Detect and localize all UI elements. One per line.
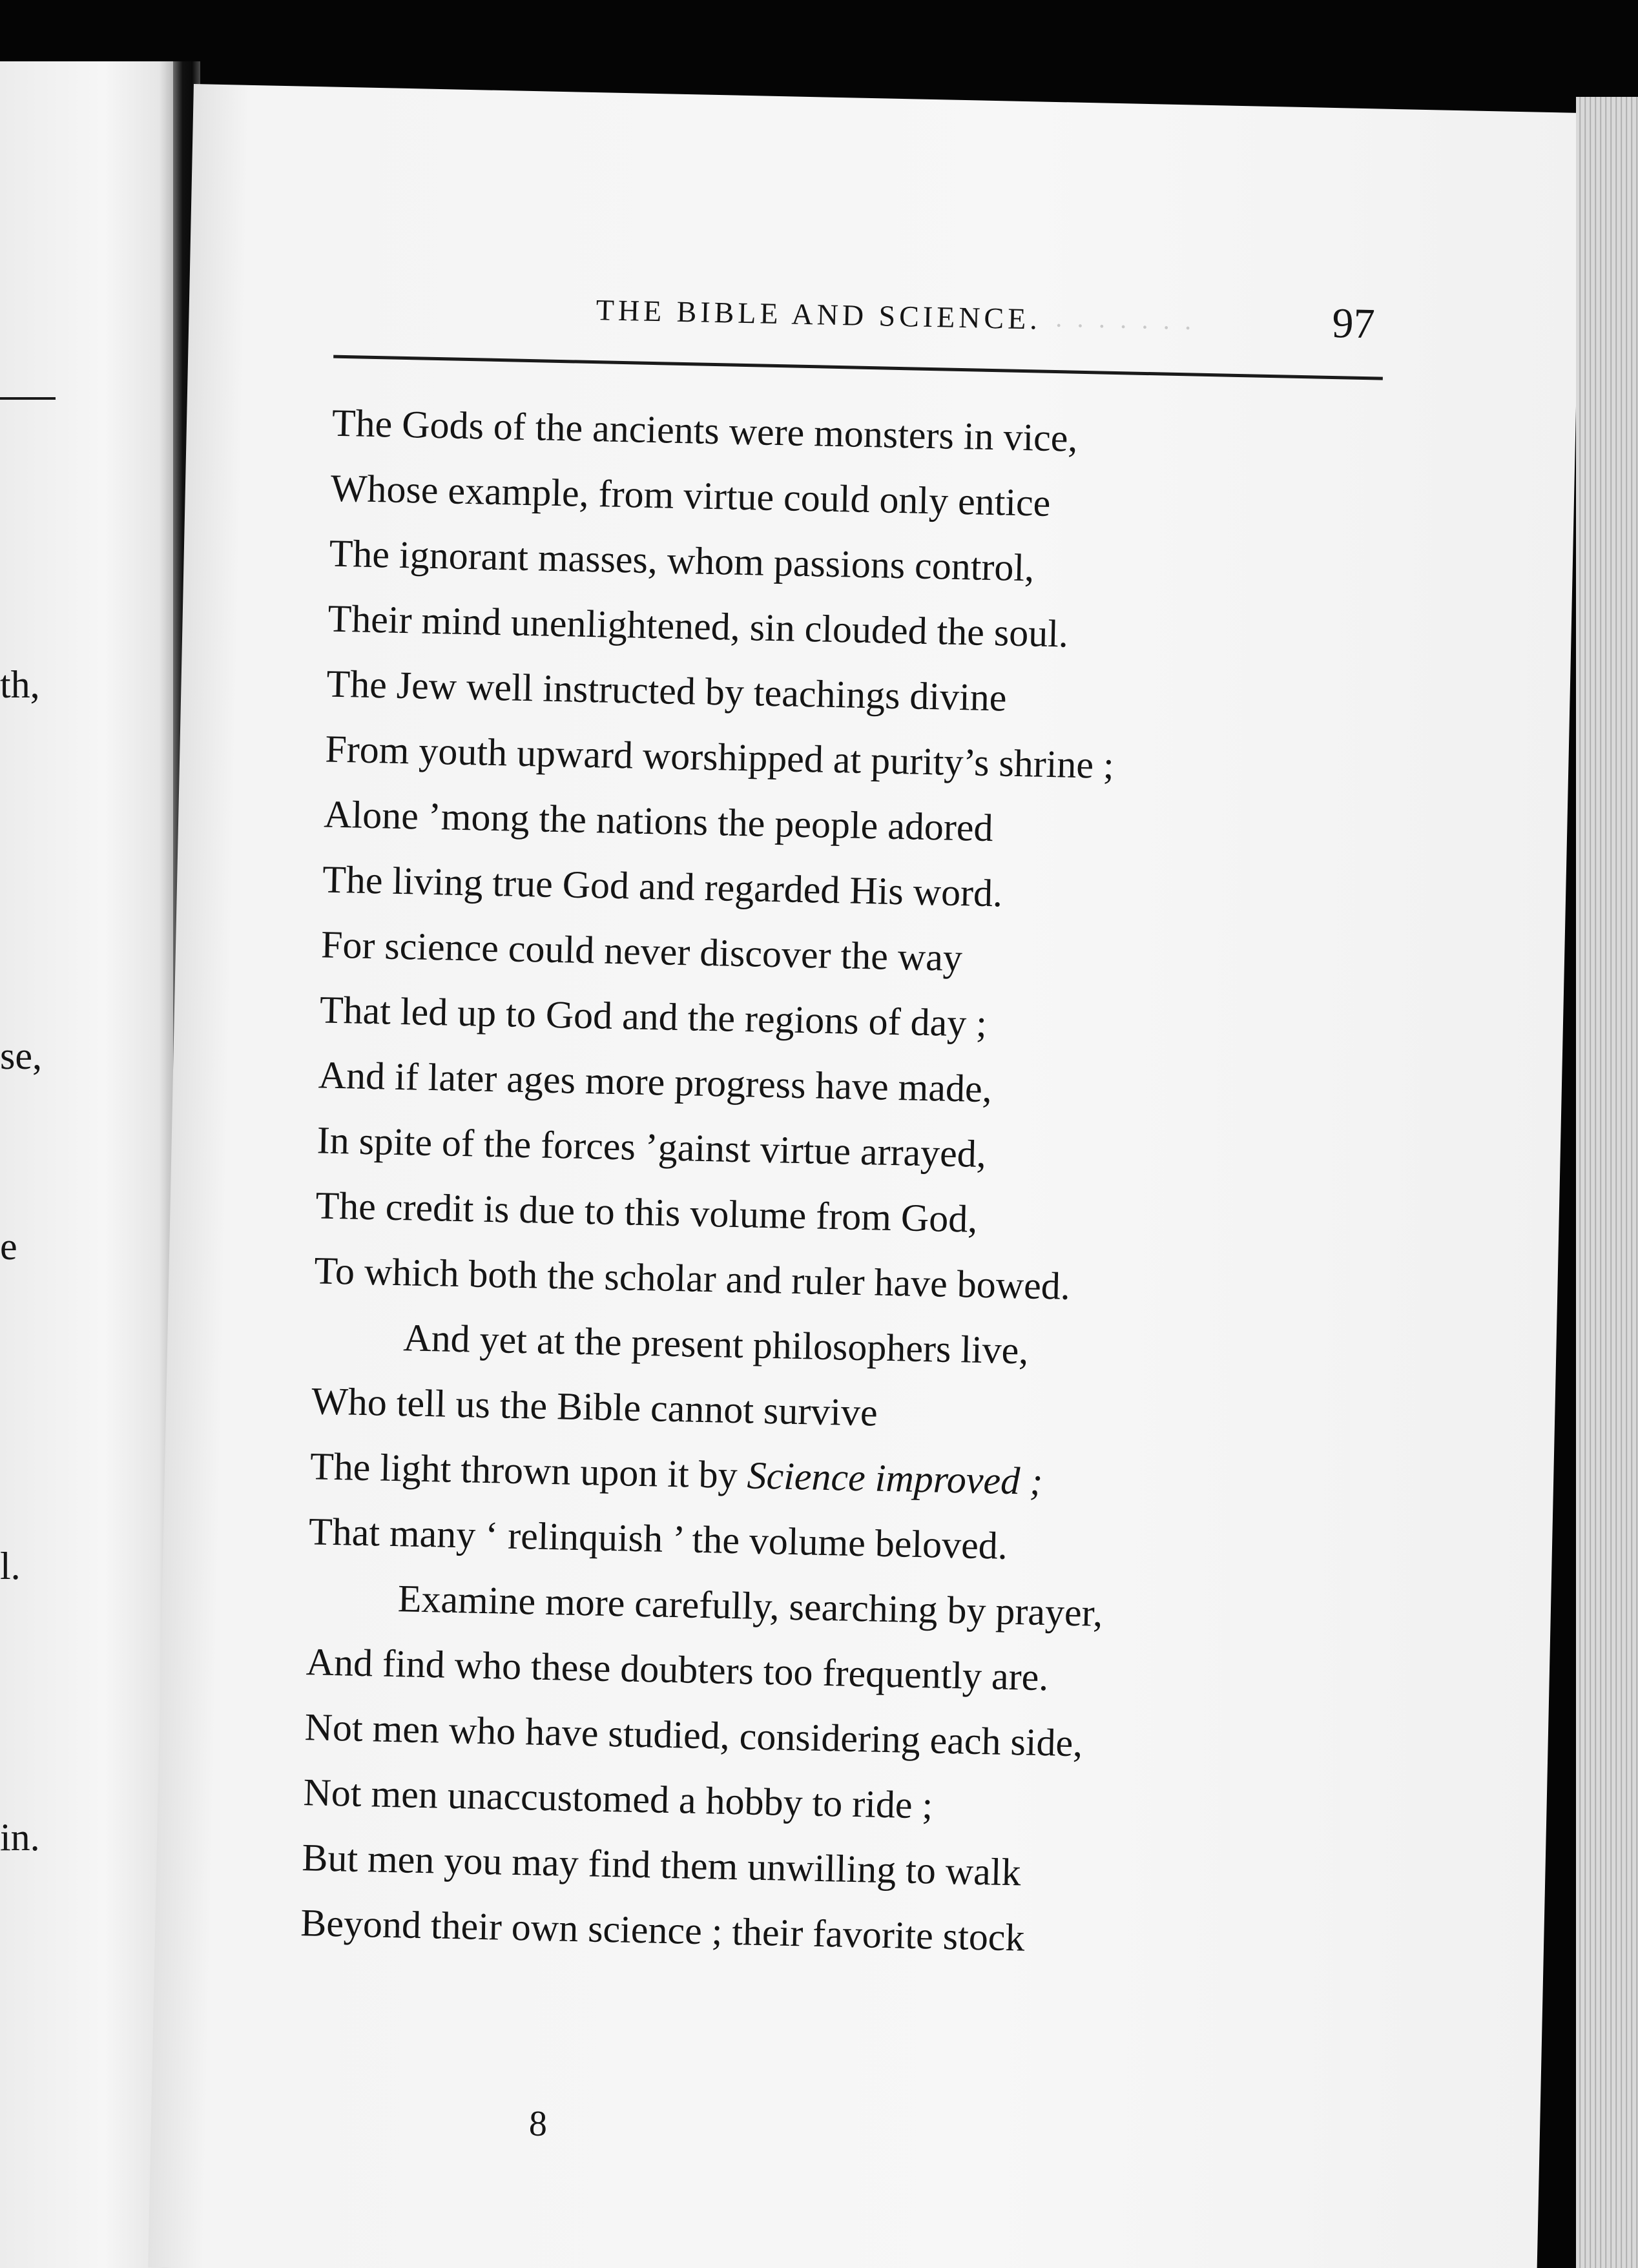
previous-page-fragment: th, [0, 663, 40, 706]
previous-page-fragment: e [0, 1225, 17, 1268]
poem-line-text: And find who these doubters too frequently are. [306, 1640, 1050, 1699]
previous-page-fragment: l. [0, 1545, 21, 1587]
show-through-text: · · · · · · · [1053, 310, 1196, 343]
poem-line-text: Whose example, from virtue could only entice [330, 466, 1052, 524]
poem-line-text: Examine more carefully, searching by prayer, [397, 1577, 1103, 1634]
page-edges [1576, 97, 1638, 2268]
poem-line-text: The Jew well instructed by teachings divine [326, 662, 1008, 719]
poem-line-text: The light thrown upon it by [309, 1445, 748, 1497]
previous-page [0, 61, 173, 2268]
poem-line-text: And if later ages more progress have made, [318, 1053, 993, 1111]
poem-line-text: The credit is due to this volume from God, [315, 1184, 978, 1241]
page-number: 97 [1331, 300, 1376, 348]
signature-mark: 8 [528, 2103, 548, 2145]
poem-line-text: Alone ’mong the nations the people adored [323, 792, 994, 850]
poem-line-text: Not men who have studied, considering each side, [304, 1706, 1083, 1765]
poem-body [300, 391, 1398, 1978]
poem-line-text: That many ‘ relinquish ’ the volume beloved. [308, 1510, 1008, 1567]
poem-line-text: Their mind unenlightened, sin clouded the soul. [327, 597, 1069, 655]
poem-line-text: The Gods of the ancients were monsters in vice, [331, 401, 1079, 460]
poem-line-text: Beyond their own science ; their favorite stock [300, 1901, 1026, 1959]
poem-line-text: The ignorant masses, whom passions control, [329, 531, 1035, 590]
previous-page-fragment: se, [0, 1035, 42, 1077]
poem-line-text: To which both the scholar and ruler have bowed. [313, 1249, 1071, 1308]
poem-line-text: Who tell us the Bible cannot survive [311, 1379, 878, 1434]
poem-line-text: And yet at the present philosophers live, [402, 1316, 1030, 1372]
poem-line-italic: Science improved ; [747, 1454, 1043, 1503]
poem-line-text: In spite of the forces ’gainst virtue arrayed, [316, 1119, 987, 1176]
running-head-title: THE BIBLE AND SCIENCE. [596, 293, 1042, 336]
previous-page-fragment: in. [0, 1816, 40, 1859]
poem-line-text: That led up to God and the regions of day ; [319, 988, 988, 1046]
poem-line-text: From youth upward worshipped at purity’s shrine ; [324, 727, 1115, 787]
poem-line-text: But men you may find them unwilling to walk [301, 1836, 1022, 1894]
poem-line-text: Not men unaccustomed a hobby to ride ; [302, 1771, 933, 1827]
book-page [148, 84, 1582, 2268]
poem-line-text: The living true God and regarded His word. [322, 858, 1003, 915]
header-rule [333, 355, 1383, 380]
poem-line-text: For science could never discover the way [320, 923, 963, 980]
previous-page-rule [0, 397, 56, 400]
